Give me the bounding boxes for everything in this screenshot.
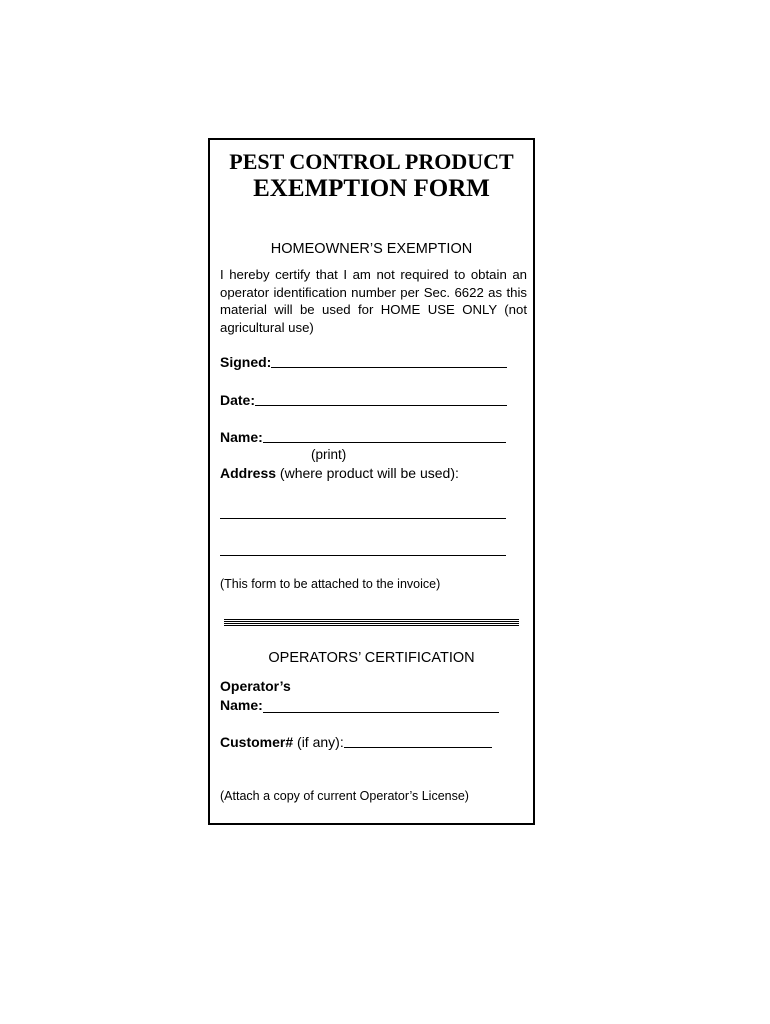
operator-heading: OPERATORS’ CERTIFICATION (268, 650, 475, 666)
date-field (220, 391, 507, 408)
address-line-1[interactable] (220, 518, 506, 519)
form-title-line1: PEST CONTROL PRODUCT (229, 149, 514, 174)
customer-line[interactable] (344, 733, 492, 748)
customer-note: (if any): (293, 734, 344, 750)
name-label: Name: (220, 429, 263, 445)
date-label: Date: (220, 392, 256, 408)
operator-name-label-line2: Name: (220, 697, 263, 713)
customer-label: Customer# (220, 734, 294, 750)
signed-label: Signed: (220, 354, 272, 370)
license-attach-note: (Attach a copy of current Operator’s License) (220, 789, 469, 803)
signed-line[interactable] (271, 353, 507, 368)
invoice-attach-note: (This form to be attached to the invoice) (220, 577, 441, 591)
address-line-2[interactable] (220, 555, 506, 556)
certification-statement: I hereby certify that I am not required to obtain an operator identification number per Sec. 6622 as this material will be used for HOME USE ONLY (not agricultural use) (220, 267, 527, 335)
homeowner-heading: HOMEOWNER’S EXEMPTION (270, 241, 473, 257)
form-title-line2: EXEMPTION FORM (253, 175, 490, 202)
address-field (220, 465, 459, 481)
print-hint: (print) (311, 447, 347, 462)
address-label: Address (220, 465, 277, 481)
address-note: (where product will be used): (276, 465, 459, 481)
name-line[interactable] (263, 428, 506, 443)
customer-field (220, 733, 492, 750)
date-line[interactable] (255, 391, 507, 406)
exemption-form (208, 138, 535, 825)
operator-name-field (220, 677, 499, 715)
operator-name-line[interactable] (263, 698, 499, 713)
section-divider (224, 619, 519, 626)
name-field (220, 428, 506, 445)
signed-field (220, 353, 507, 370)
operator-name-label-line1: Operator’s (220, 678, 291, 694)
